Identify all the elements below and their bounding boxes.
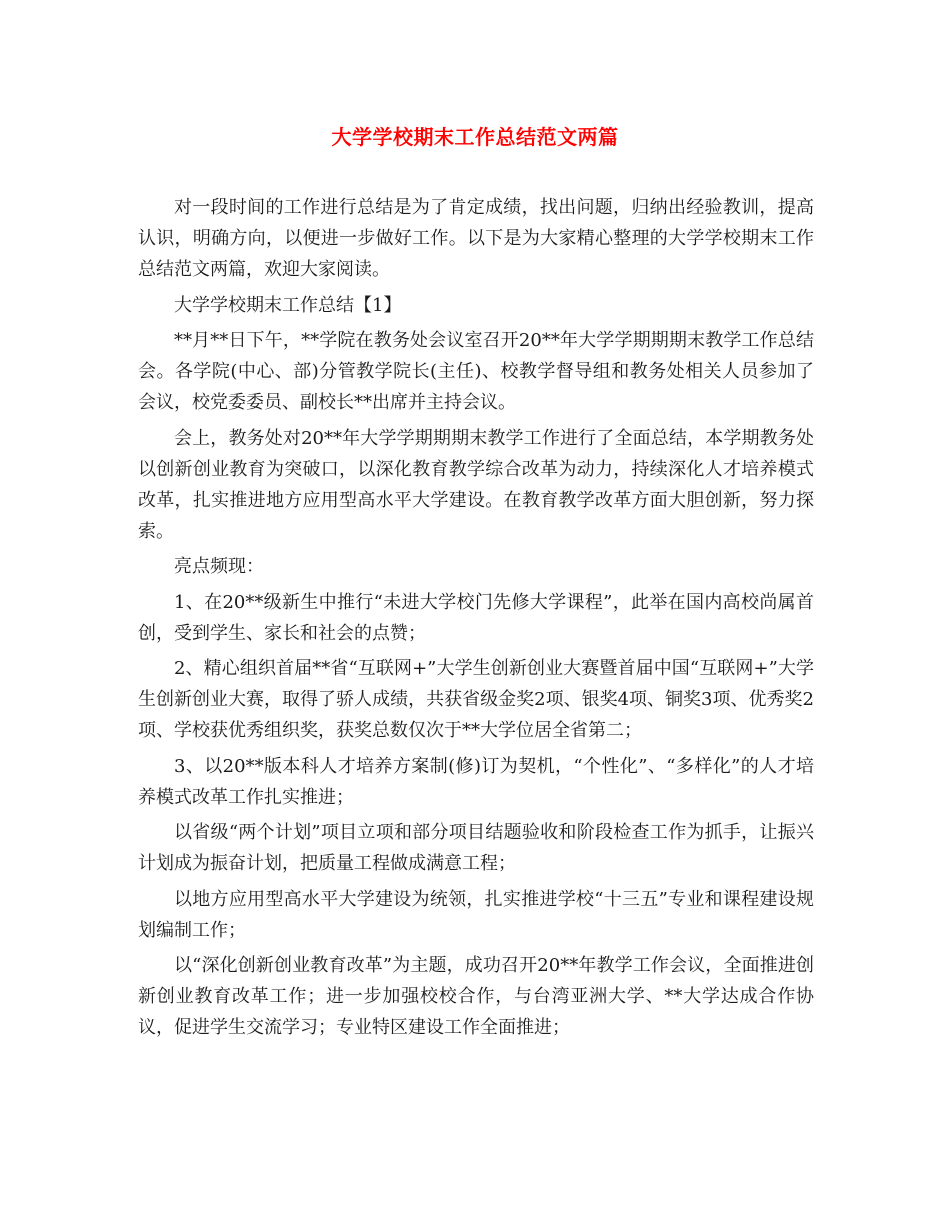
paragraph-reform: 以“深化创新创业教育改革”为主题，成功召开20**年教学工作会议，全面推进创新创业教育改革工作；进一步加强校校合作，与台湾亚洲大学、**大学达成合作协议，促进学生交流学习；专业特区建设工作全面推进； (138, 955, 814, 1038)
list-item-2: 2、精心组织首届**省“互联网+”大学生创新创业大赛暨首届中国“互联网+”大学生创新创业大赛，取得了骄人成绩，共获省级金奖2项、银奖4项、铜奖3项、优秀奖2项、学校获优秀组织奖，获奖总数仅次于**大学位居全省第二； (138, 658, 814, 741)
paragraph-highlights-label: 亮点频现： (174, 556, 264, 577)
document-title: 大学学校期末工作总结范文两篇 (331, 125, 619, 149)
paragraph-summary: 会上，教务处对20**年大学学期期期末教学工作进行了全面总结，本学期教务处以创新创业教育为突破口，以深化教育教学综合改革为动力，持续深化人才培养模式改革，扎实推进地方应用型高水平大学建设。在教育教学改革方面大胆创新，努力探索。 (138, 427, 814, 542)
section-heading-1: 大学学校期末工作总结【1】 (174, 294, 402, 316)
document-body (138, 192, 814, 1048)
paragraph-two-plans: 以省级“两个计划”项目立项和部分项目结题验收和阶段检查工作为抓手，让振兴计划成为振奋计划，把质量工程做成满意工程； (138, 822, 814, 874)
list-item-1: 1、在20**级新生中推行“未进大学校门先修大学课程”，此举在国内高校尚属首创，受到学生、家长和社会的点赞； (138, 591, 814, 644)
list-item-3: 3、以20**版本科人才培养方案制(修)订为契机，“个性化”、“多样化”的人才培养模式改革工作扎实推进； (138, 755, 814, 808)
paragraph-meeting: **月**日下午，**学院在教务处会议室召开20**年大学学期期期末教学工作总结会。各学院(中心、部)分管教学院长(主任)、校教学督导组和教务处相关人员参加了会议，校党委委员、副校长**出席并主持会议。 (138, 330, 814, 413)
paragraph-intro: 对一段时间的工作进行总结是为了肯定成绩，找出问题，归纳出经验教训，提高认识，明确方向，以便进一步做好工作。以下是为大家精心整理的大学学校期末工作总结范文两篇，欢迎大家阅读。 (138, 197, 814, 280)
paragraph-planning: 以地方应用型高水平大学建设为统领，扎实推进学校“十三五”专业和课程建设规划编制工作； (138, 888, 814, 941)
